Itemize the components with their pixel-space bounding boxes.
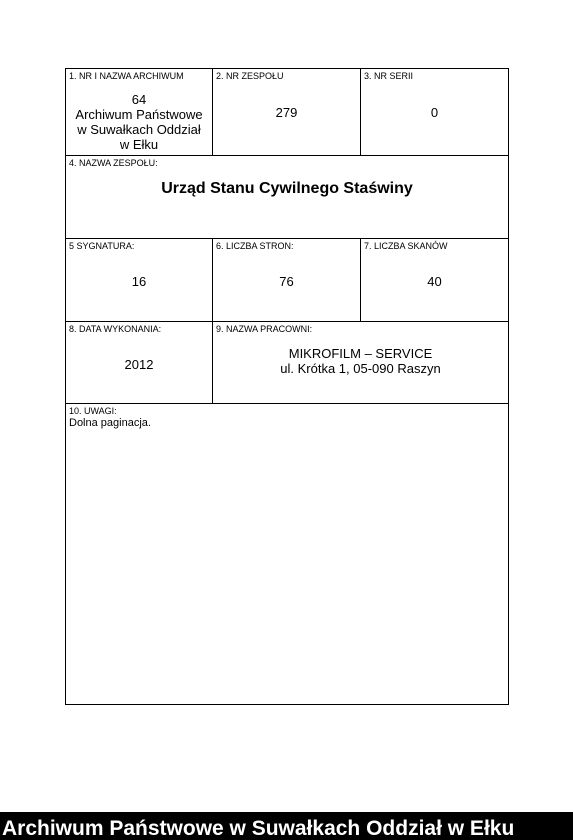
archive-name-line: Archiwum Państwowe xyxy=(75,107,203,122)
pages-label: 6. LICZBA STRON: xyxy=(216,241,294,251)
series-number-value: 0 xyxy=(430,105,439,120)
metadata-form xyxy=(65,68,509,705)
series-number-label: 3. NR SERII xyxy=(364,71,414,81)
signature-value: 16 xyxy=(131,274,147,289)
archive-label: 1. NR I NAZWA ARCHIWUM xyxy=(69,71,184,81)
footer-banner: Archiwum Państwowe w Suwałkach Oddział w Ełku xyxy=(0,812,573,840)
fond-name-cell xyxy=(66,156,508,239)
archive-name-line: w Suwałkach Oddział xyxy=(77,122,201,137)
series-number-cell xyxy=(361,69,508,156)
fond-number-label: 2. NR ZESPOŁU xyxy=(216,71,284,81)
archive-name-line: w Ełku xyxy=(119,137,159,152)
notes-cell xyxy=(66,404,508,704)
fond-number-value: 279 xyxy=(275,105,298,120)
fond-name-value: Urząd Stanu Cywilnego Staświny xyxy=(161,180,413,197)
workshop-label: 9. NAZWA PRACOWNI: xyxy=(216,324,313,334)
date-cell xyxy=(66,322,213,404)
workshop-cell xyxy=(213,322,508,404)
date-label: 8. DATA WYKONANIA: xyxy=(69,324,162,334)
pages-cell xyxy=(213,239,361,322)
signature-cell xyxy=(66,239,213,322)
date-value: 2012 xyxy=(124,357,154,372)
notes-value: Dolna paginacja. xyxy=(69,417,151,429)
notes-label: 10. UWAGI: xyxy=(69,406,117,416)
archive-cell xyxy=(66,69,213,156)
fond-number-cell xyxy=(213,69,361,156)
signature-label: 5 SYGNATURA: xyxy=(69,241,135,251)
pages-value: 76 xyxy=(279,274,294,289)
scans-value: 40 xyxy=(427,274,442,289)
scans-label: 7. LICZBA SKANÓW xyxy=(364,241,448,251)
workshop-value xyxy=(213,346,508,376)
workshop-name: MIKROFILM – SERVICE xyxy=(288,346,433,361)
scans-cell xyxy=(361,239,508,322)
fond-name-label: 4. NAZWA ZESPOŁU: xyxy=(69,158,158,168)
workshop-address: ul. Krótka 1, 05-090 Raszyn xyxy=(280,361,441,376)
archive-number: 64 xyxy=(131,92,147,107)
archive-value xyxy=(66,92,212,152)
